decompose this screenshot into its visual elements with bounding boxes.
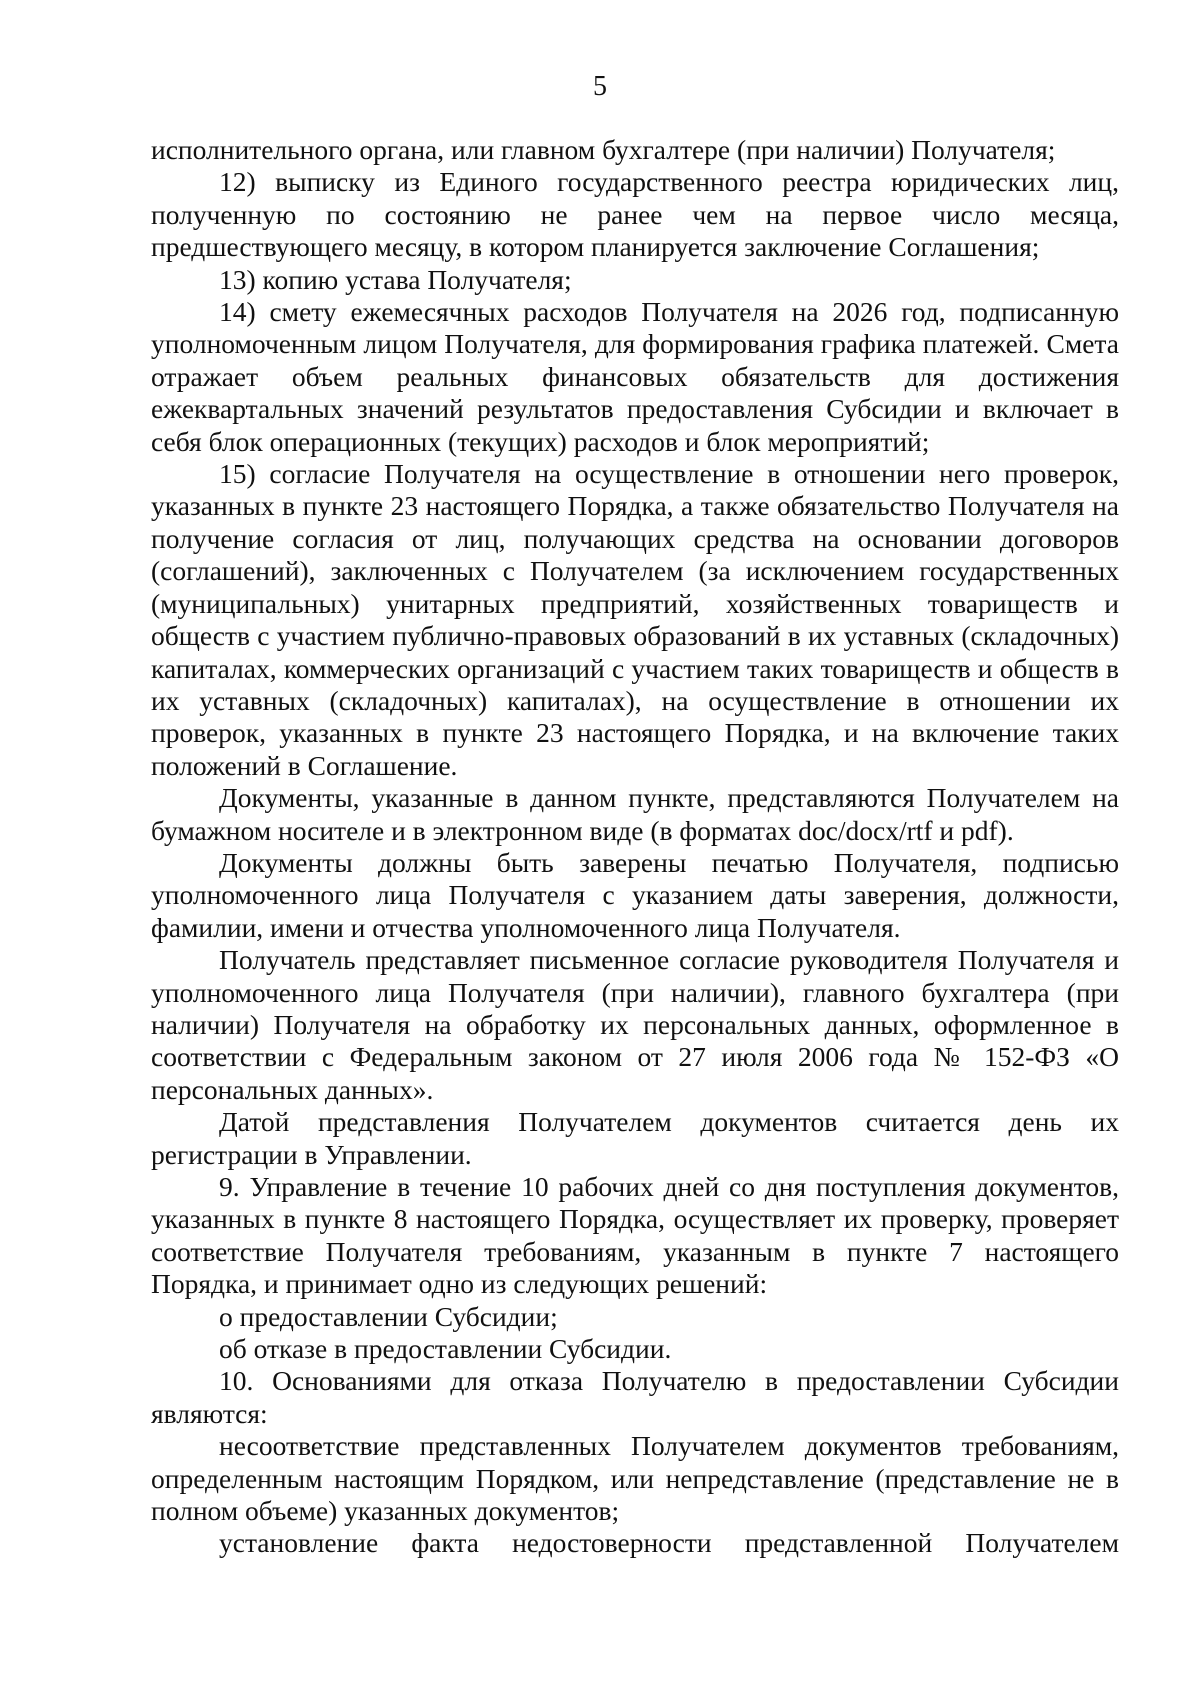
clause-10: 10. Основаниями для отказа Получателю в предоставлении Субсидии являются: bbox=[151, 1365, 1119, 1429]
list-item-14: 14) смету ежемесячных расходов Получателя на 2026 год, подписанную уполномоченным лицом Получателя, для формирования графика платежей. Смета отражает объем реальных финансовых обязательств для достижения ежеквартальных значений результатов предоставления Субсидии и включает в себя блок операционных (текущих) расходов и блок мероприятий; bbox=[151, 296, 1119, 457]
paragraph-documents-certification: Документы должны быть заверены печатью Получателя, подписью уполномоченного лица Получателя с указанием даты заверения, должности, фамилии, имени и отчества уполномоченного лица Получателя. bbox=[151, 846, 1119, 943]
decision-refusal: об отказе в предоставлении Субсидии. bbox=[219, 1333, 672, 1365]
paragraph-documents-format: Документы, указанные в данном пункте, представляются Получателем на бумажном носителе и в электронном виде (в форматах doc/docx/rtf и pdf). bbox=[151, 782, 1119, 846]
paragraph-submission-date: Датой представления Получателем документов считается день их регистрации в Управлении. bbox=[151, 1106, 1119, 1170]
document-body bbox=[151, 134, 1119, 1560]
paragraph-continuation: исполнительного органа, или главном бухгалтере (при наличии) Получателя; bbox=[151, 134, 1056, 165]
paragraph-personal-data-consent: Получатель представляет письменное согласие руководителя Получателя и уполномоченного лица Получателя (при наличии), главного бухгалтера (при наличии) Получателя на обработку их персональных данных, оформленное в соответствии с Федеральным законом от 27 июля 2006 года № 152-ФЗ «О персональных данных». bbox=[151, 944, 1119, 1105]
list-item-13: 13) копию устава Получателя; bbox=[219, 263, 572, 295]
refusal-ground-unreliability: установление факта недостоверности представленной Получателем bbox=[219, 1527, 1119, 1559]
decision-grant: о предоставлении Субсидии; bbox=[219, 1300, 558, 1332]
clause-9: 9. Управление в течение 10 рабочих дней со дня поступления документов, указанных в пункте 8 настоящего Порядка, осуществляет их проверку, проверяет соответствие Получателя требованиям, указанным в пункте 7 настоящего Порядка, и принимает одно из следующих решений: bbox=[151, 1171, 1119, 1300]
list-item-12: 12) выписку из Единого государственного реестра юридических лиц, полученную по состоянию не ранее чем на первое число месяца, предшествующего месяцу, в котором планируется заключение Соглашения; bbox=[151, 166, 1119, 263]
page-number: 5 bbox=[593, 71, 607, 102]
list-item-15: 15) согласие Получателя на осуществление в отношении него проверок, указанных в пункте 23 настоящего Порядка, а также обязательство Получателя на получение согласия от лиц, получающих средства на основании договоров (соглашений), заключенных с Получателем (за исключением государственных (муниципальных) унитарных предприятий, хозяйственных товариществ и обществ с участием публично-правовых образований в их уставных (складочных) капиталах, коммерческих организаций с участием таких товариществ и обществ в их уставных (складочных) капиталах), на осуществление в отношении их проверок, указанных в пункте 23 настоящего Порядка, и на включение таких положений в Соглашение. bbox=[151, 458, 1119, 781]
refusal-ground-noncompliance: несоответствие представленных Получателем документов требованиям, определенным настоящим Порядком, или непредставление (представление не в полном объеме) указанных документов; bbox=[151, 1430, 1119, 1527]
